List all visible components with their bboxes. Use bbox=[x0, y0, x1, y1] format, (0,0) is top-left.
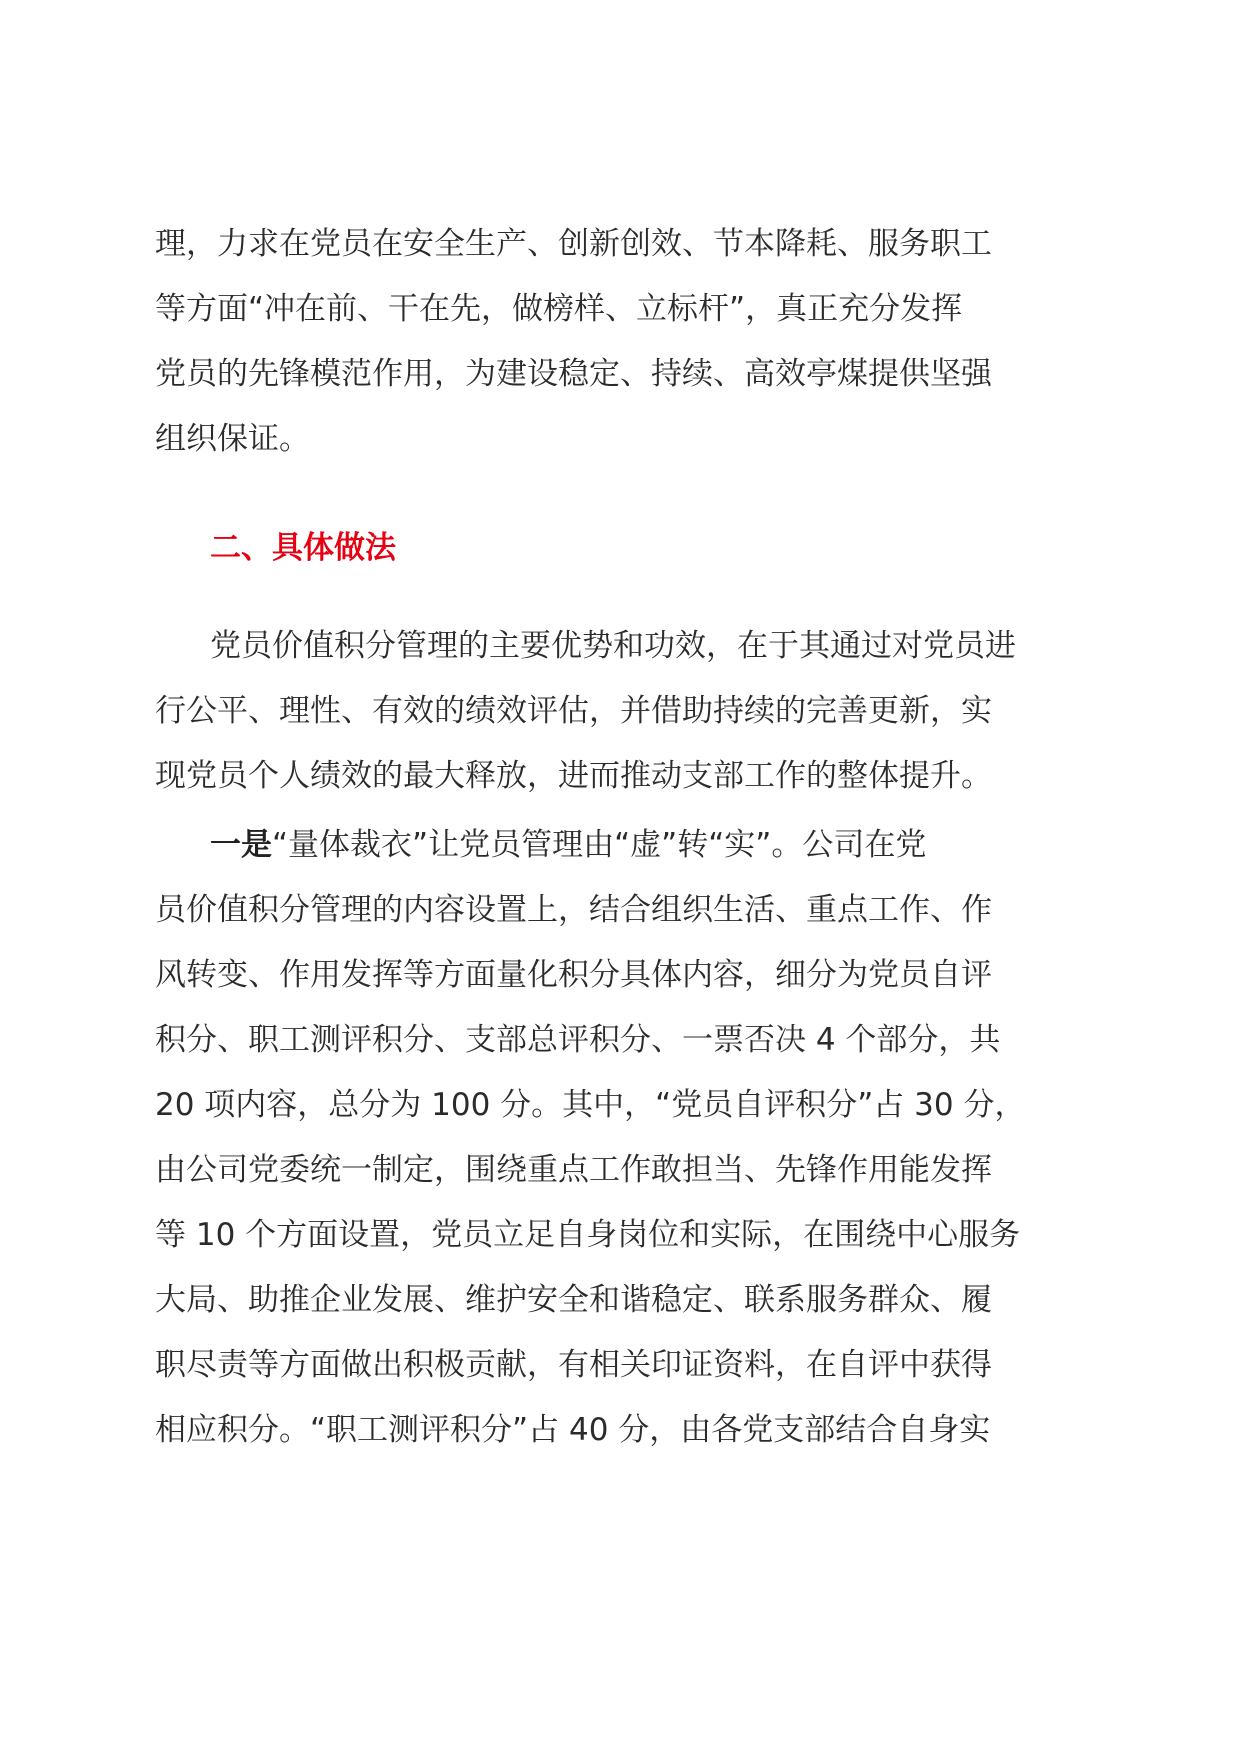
para2-line-8: 大局、助推企业发展、维护安全和谐稳定、联系服务群众、履 bbox=[155, 1282, 992, 1318]
intro-line-3: 党员的先锋模范作用，为建设稳定、持续、高效亭煤提供坚强 bbox=[155, 356, 992, 392]
para2-line-6: 由公司党委统一制定，围绕重点工作敢担当、先锋作用能发挥 bbox=[155, 1152, 992, 1188]
intro-line-1: 理，力求在党员在安全生产、创新创效、节本降耗、服务职工 bbox=[155, 226, 992, 262]
paragraph-2 bbox=[155, 813, 1115, 1463]
para2-line-2: 员价值积分管理的内容设置上，结合组织生活、重点工作、作 bbox=[155, 892, 992, 928]
para1-line-2: 行公平、理性、有效的绩效评估，并借助持续的完善更新，实 bbox=[155, 693, 992, 729]
section-heading: 二、具体做法 bbox=[210, 530, 396, 566]
para2-line-5: 20 项内容，总分为 100 分。其中，“党员自评积分”占 30 分， bbox=[155, 1087, 1026, 1123]
para1-line-3: 现党员个人绩效的最大释放，进而推动支部工作的整体提升。 bbox=[155, 758, 992, 794]
intro-paragraph bbox=[155, 212, 1115, 472]
intro-line-2: 等方面“冲在前、干在先，做榜样、立标杆”，真正充分发挥 bbox=[155, 291, 963, 327]
para2-line-3: 风转变、作用发挥等方面量化积分具体内容，细分为党员自评 bbox=[155, 957, 992, 993]
para2-line-1 bbox=[155, 813, 1115, 878]
para2-line-1-rest: “量体裁衣”让党员管理由“虚”转“实”。公司在党 bbox=[272, 827, 927, 863]
para2-line-7: 等 10 个方面设置，党员立足自身岗位和实际，在围绕中心服务 bbox=[155, 1217, 1021, 1253]
intro-line-4: 组织保证。 bbox=[155, 421, 310, 457]
para2-lead: 一是 bbox=[210, 827, 272, 863]
para2-line-4: 积分、职工测评积分、支部总评积分、一票否决 4 个部分，共 bbox=[155, 1022, 1001, 1058]
section-heading-block bbox=[155, 516, 1115, 581]
paragraph-1 bbox=[155, 614, 1115, 809]
para1-line-1: 党员价值积分管理的主要优势和功效，在于其通过对党员进 bbox=[210, 628, 1016, 664]
para2-line-9: 职尽责等方面做出积极贡献，有相关印证资料，在自评中获得 bbox=[155, 1347, 992, 1383]
para2-line-10: 相应积分。“职工测评积分”占 40 分，由各党支部结合自身实 bbox=[155, 1412, 991, 1448]
